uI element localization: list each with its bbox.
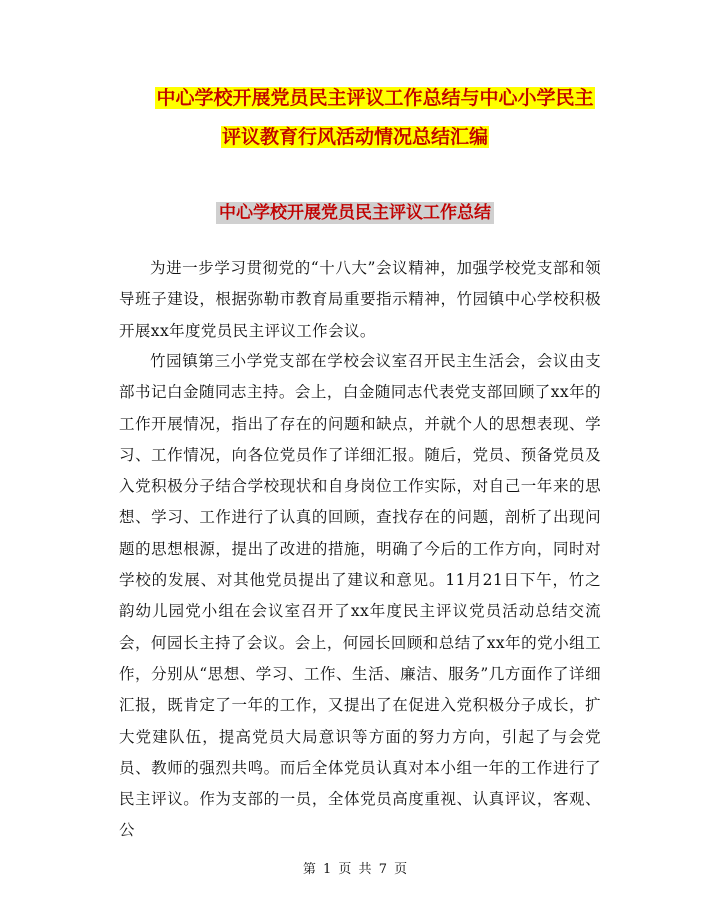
body-paragraph-2 xyxy=(119,346,601,847)
document-title-line-2 xyxy=(0,124,710,150)
paragraph-text: 为进一步学习贯彻党的“十八大”会议精神，加强学校党支部和领导班子建设，根据弥勒市教育局重要指示精神，竹园镇中心学校积极开展xx年度党员民主评议工作会议。 xyxy=(119,259,601,340)
page-footer: 第 1 页 共 7 页 xyxy=(302,862,408,877)
paragraph-text: 竹园镇第三小学党支部在学校会议室召开民主生活会，会议由支部书记白金随同志主持。会上，白金随同志代表党支部回顾了xx年的工作开展情况，指出了存在的问题和缺点，并就个人的思想表现、学习、工作情况，向各位党员作了详细汇报。随后，党员、预备党员及入党积极分子结合学校现状和自身岗位工作实际，对自己一年来的思想、学习、工作进行了认真的回顾，查找存在的问题，剖析了出现问题的思想根源，提出了改进的措施，明确了今后的工作方向，同时对学校的发展、对其他党员提出了建议和意见。11月21日下午，竹之韵幼儿园党小组在会议室召开了xx年度民主评议党员活动总结交流会，何园长主持了会议。会上，何园长回顾和总结了xx年的党小组工作，分别从“思想、学习、工作、生活、廉洁、服务”几方面作了详细汇报，既肯定了一年的工作，又提出了在促进入党积极分子成长，扩大党建队伍，提高党员大局意识等方面的努力方向，引起了与会党员、教师的强烈共鸣。而后全体党员认真对本小组一年的工作进行了民主评议。作为支部的一员，全体党员高度重视、认真评议，客观、公 xyxy=(119,352,601,840)
document-title-line-1 xyxy=(20,85,710,111)
body-paragraph-1 xyxy=(119,253,601,347)
section-title-text: 中心学校开展党员民主评议工作总结 xyxy=(216,202,494,224)
section-title xyxy=(0,201,710,225)
title-highlight-2: 评议教育行风活动情况总结汇编 xyxy=(221,126,488,148)
title-highlight-1: 中心学校开展党员民主评议工作总结与中心小学民主 xyxy=(156,87,594,109)
